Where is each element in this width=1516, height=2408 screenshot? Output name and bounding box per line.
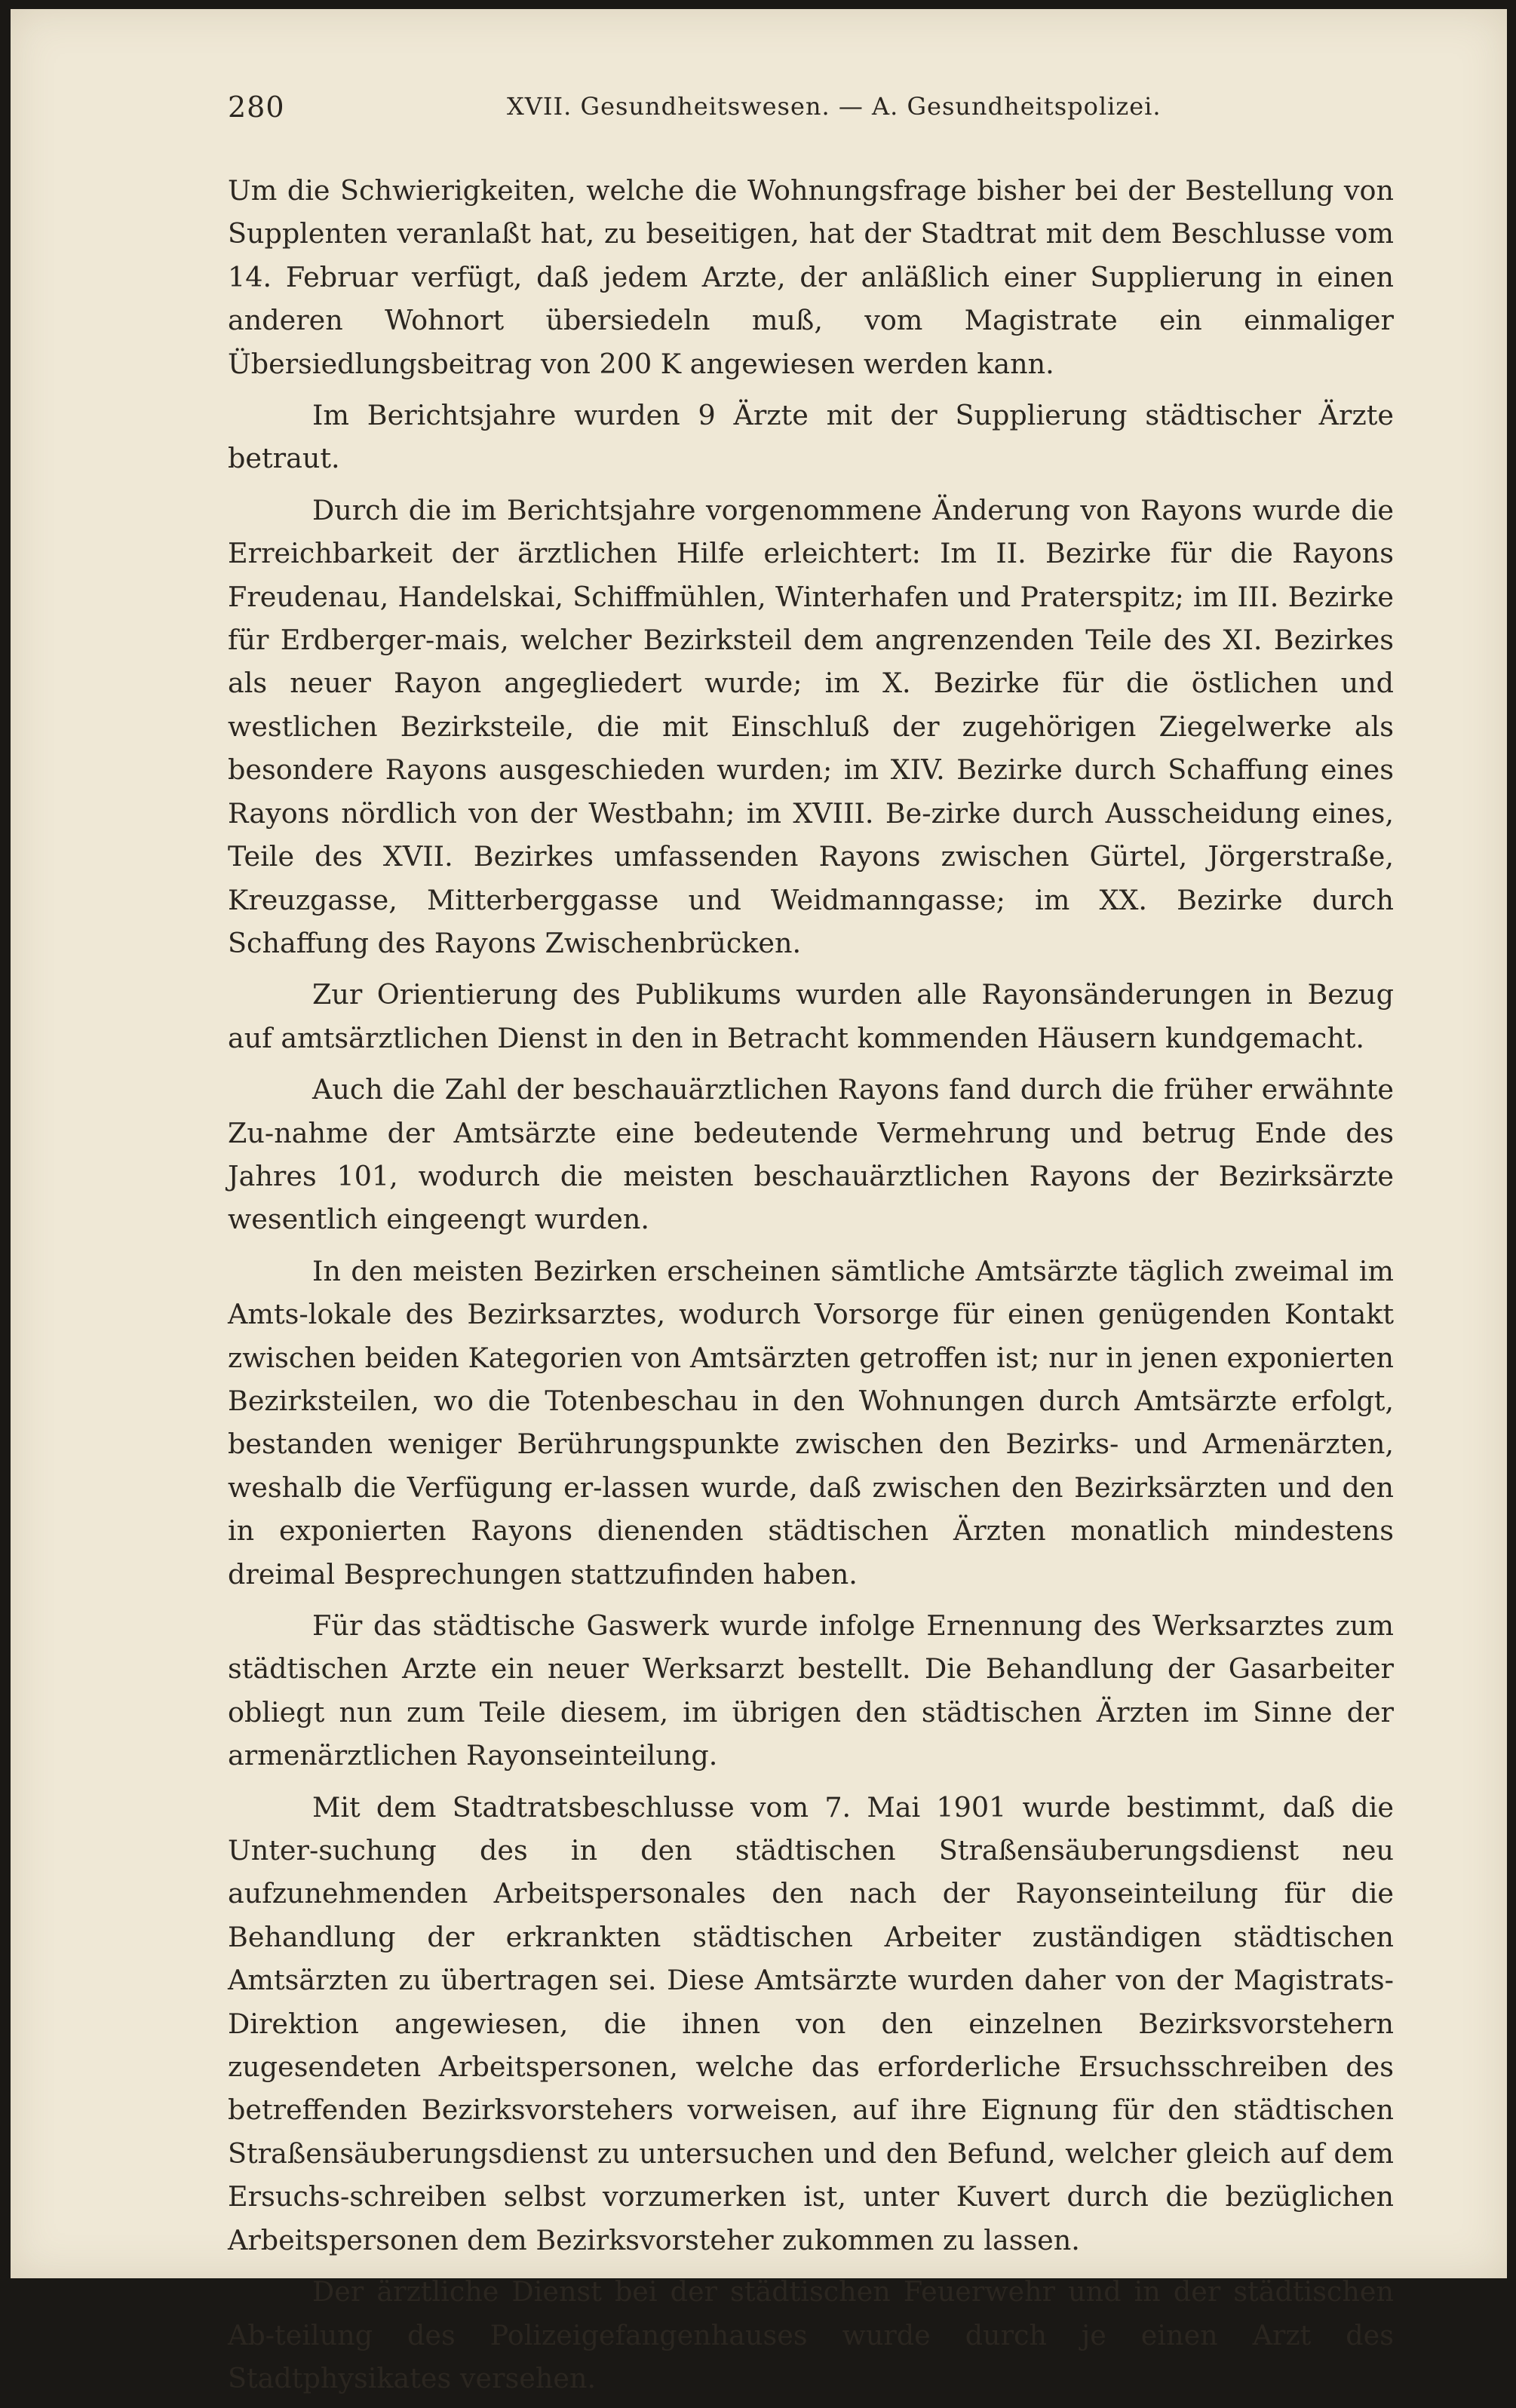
body-text [228, 169, 1394, 2408]
paragraph-amtslokale: In den meisten Bezirken erscheinen sämtliche Amtsärzte täglich zweimal im Amts-lokale des Bezirksarztes, wodurch Vorsorge für einen genügenden Kontakt zwischen beiden Kategorien von Amtsärzten getroffen ist; nur in jenen exponierten Bezirksteilen, wo die Totenbeschau in den Wohnungen durch Amtsärzte erfolgt, bestanden weniger Berührungspunkte zwischen den Bezirks- und Armenärzten, weshalb die Verfügung er-lassen wurde, daß zwischen den Bezirksärzten und den in exponierten Rayons dienenden städtischen Ärzten monatlich mindestens dreimal Besprechungen stattzufinden haben. [228, 1254, 1394, 1591]
paragraph-strassensaeuberung: Mit dem Stadtratsbeschlusse vom 7. Mai 1901 wurde bestimmt, daß die Unter-suchung des in den städtischen Straßensäuberungsdienst neu aufzunehmenden Arbeitspersonales den nach der Rayonseinteilung für die Behandlung der erkrankten städtischen Arbeiter zuständigen städtischen Amtsärzten zu übertragen sei. Diese Amtsärzte wurden daher von der Magistrats-Direktion angewiesen, die ihnen von den einzelnen Bezirksvorstehern zugesendeten Arbeitspersonen, welche das erforderliche Ersuchsschreiben des betreffenden Bezirksvorstehers vorweisen, auf ihre Eignung für den städtischen Straßensäuberungsdienst zu untersuchen und den Befund, welcher gleich auf dem Ersuchs-schreiben selbst vorzumerken ist, unter Kuvert durch die bezüglichen Arbeitspersonen dem Bezirksvorsteher zukommen zu lassen. [228, 1790, 1394, 2256]
paragraph-orientierung: Zur Orientierung des Publikums wurden alle Rayonsänderungen in Bezug auf amtsärztlichen Dienst in den in Betracht kommenden Häusern kundgemacht. [228, 978, 1394, 1054]
paragraph-beschauaerztliche-rayons: Auch die Zahl der beschauärztlichen Rayons fand durch die früher erwähnte Zu-nahme der Amtsärzte eine bedeutende Vermehrung und betrug Ende des Jahres 101, wodurch die meisten beschauärztlichen Rayons der Bezirksärzte wesentlich eingeengt wurden. [228, 1073, 1394, 1236]
paragraph-gaswerk: Für das städtische Gaswerk wurde infolge Ernennung des Werksarztes zum städtischen Arzte ein neuer Werksarzt bestellt. Die Behandlung der Gasarbeiter obliegt nun zum Teile diesem, im übrigen den städtischen Ärzten im Sinne der armenärztlichen Rayonseinteilung. [228, 1609, 1394, 1772]
paragraph-supplenten-wohnung: Um die Schwierigkeiten, welche die Wohnungsfrage bisher bei der Bestellung von Supplenten veranlaßt hat, zu beseitigen, hat der Stadtrat mit dem Beschlusse vom 14. Februar verfügt, daß jedem Arzte, der anläßlich einer Supplierung in einen anderen Wohnort übersiedeln muß, vom Magistrate ein einmaliger Übersiedlungsbeitrag von 200 K angewiesen werden kann. [228, 174, 1394, 380]
document-page [11, 9, 1507, 2394]
page-number: 280 [228, 90, 285, 124]
running-head [228, 90, 1394, 136]
running-title: XVII. Gesundheitswesen. — A. Gesundheitspolizei. [507, 92, 1162, 121]
paragraph-feuerwehr: Der ärztliche Dienst bei der städtischen Feuerwehr und in der städtischen Ab-teilung des Polizeigefangenhauses wurde durch je einen Arzt des Stadtphysikates versehen. [228, 2275, 1394, 2394]
paragraph-supplierung: Im Berichtsjahre wurden 9 Ärzte mit der Supplierung städtischer Ärzte betraut. [228, 399, 1394, 475]
paragraph-rayons-aenderung: Durch die im Berichtsjahre vorgenommene Änderung von Rayons wurde die Erreichbarkeit der ärztlichen Hilfe erleichtert: Im II. Bezirke für die Rayons Freudenau, Handelskai, Schiffmühlen, Winterhafen und Praterspitz; im III. Bezirke für Erdberger-mais, welcher Bezirksteil dem angrenzenden Teile des XI. Bezirkes als neuer Rayon angegliedert wurde; im X. Bezirke für die östlichen und westlichen Bezirksteile, die mit Einschluß der zugehörigen Ziegelwerke als besondere Rayons ausgeschieden wurden; im XIV. Bezirke durch Schaffung eines Rayons nördlich von der Westbahn; im XVIII. Be-zirke durch Ausscheidung eines, Teile des XVII. Bezirkes umfassenden Rayons zwischen Gürtel, Jörgerstraße, Kreuzgasse, Mitterberggasse und Weidmanngasse; im XX. Bezirke durch Schaffung des Rayons Zwischenbrücken. [228, 493, 1394, 959]
